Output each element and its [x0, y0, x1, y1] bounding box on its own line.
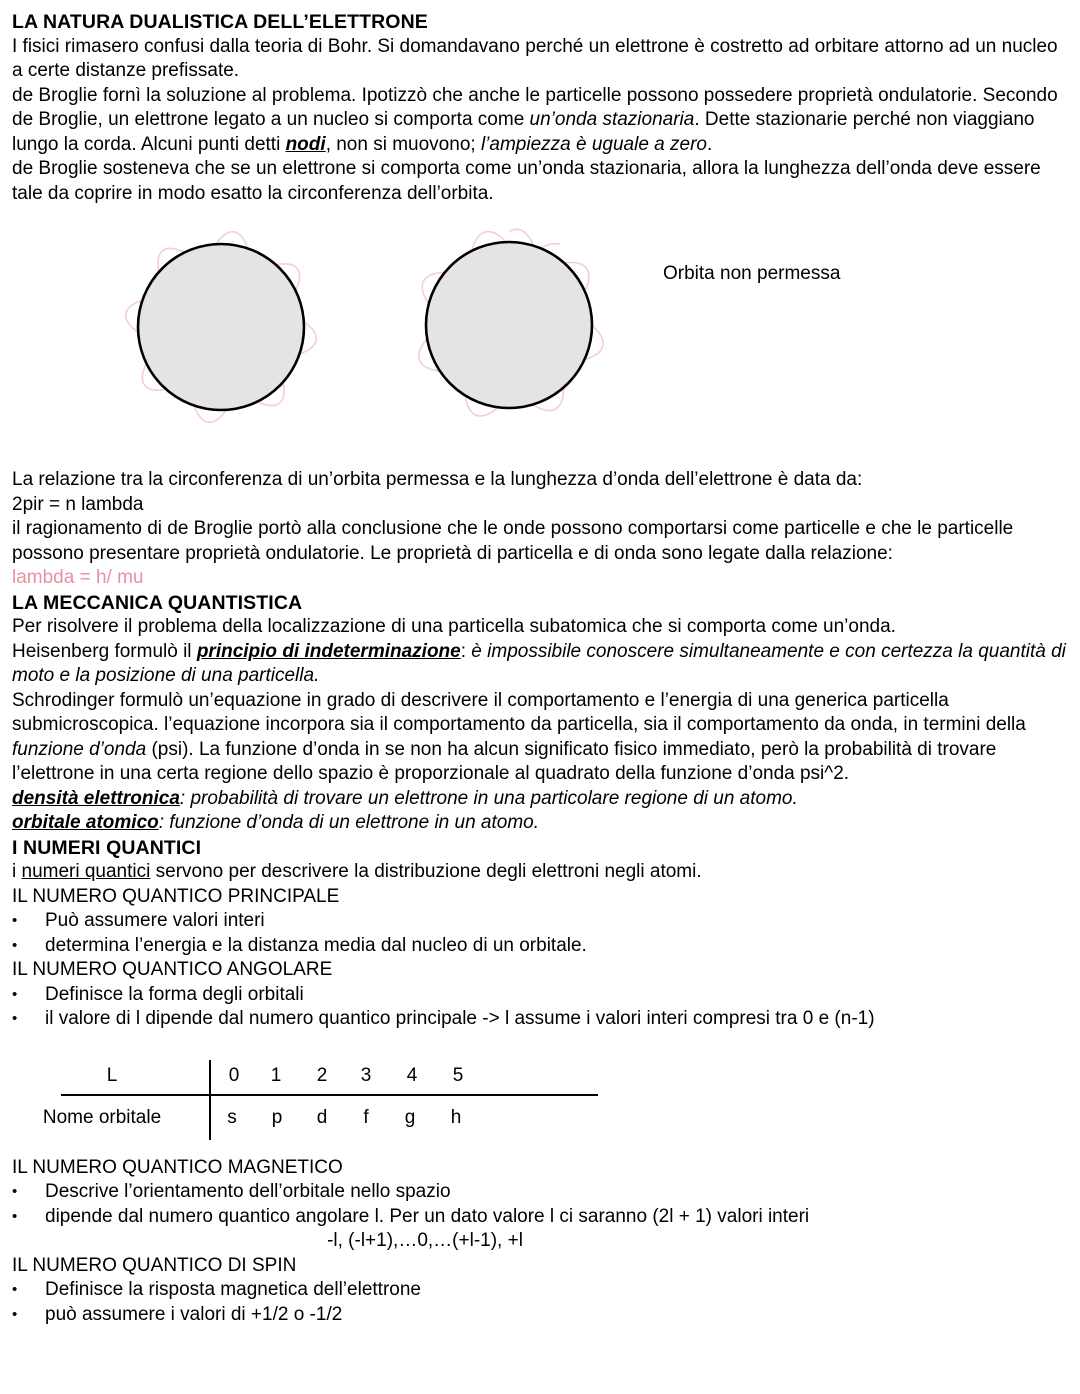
heading-numero-quantico-angolare: IL NUMERO QUANTICO ANGOLARE: [12, 959, 333, 980]
list-item-label: Può assumere valori interi: [45, 910, 265, 931]
underlined-numeri-quantici: numeri quantici: [21, 861, 151, 882]
list-item-label: dipende dal numero quantico angolare l. Per un dato valore l ci saranno (2l + 1) valori interi: [45, 1205, 810, 1227]
heading-numero-quantico-magnetico: IL NUMERO QUANTICO MAGNETICO: [12, 1156, 343, 1178]
heading-meccanica-quantistica: LA MECCANICA QUANTISTICA: [12, 591, 303, 614]
table-row-header-l: L: [106, 1064, 118, 1086]
body-densita-elettronica: : probabilità di trovare un elettrone in una particolare regione di un atomo.: [179, 787, 798, 809]
table-cell-orbital-f: f: [363, 1106, 369, 1128]
intro-p2-emph-onda-stazionaria: un’onda stazionaria: [529, 109, 695, 130]
heading-numeri-quantici: I NUMERI QUANTICI: [12, 836, 202, 859]
table-row: [12, 1098, 1068, 1138]
table-cell-orbital-p: p: [271, 1106, 283, 1128]
quantistica-paragraph-1: Per risolvere il problema della localizzazione di una particella subatomica che si comporta come un’onda.: [12, 616, 896, 637]
list-item: [12, 1007, 1068, 1032]
table-cell-orbital-s: s: [227, 1106, 237, 1128]
intro-p2-part-d: .: [706, 133, 713, 155]
definition-orbitale-atomico: [12, 811, 1068, 836]
table-cell-l-3: 3: [360, 1064, 372, 1086]
bullet-icon: •: [12, 1207, 18, 1225]
table-cell-orbital-d: d: [316, 1106, 328, 1128]
bullet-icon: •: [12, 1010, 18, 1027]
schrodinger-part-a: Schrodinger formulò un’equazione in grado di descrivere il comportamento e l’energia di una generica particella submicroscopica. l’equazione incorpora sia il comportamento da particella, sia il comportamento da onda, in termini della: [12, 689, 1026, 735]
list-item: [12, 934, 1068, 959]
table-cell-orbital-g: g: [404, 1106, 416, 1128]
table-row: [12, 1056, 1068, 1096]
table-cell-orbital-h: h: [450, 1106, 462, 1128]
heisenberg-lead-in: Heisenberg formulò il: [12, 640, 197, 662]
table-cell-l-5: 5: [452, 1064, 464, 1086]
schrodinger-part-b: (psi). La funzione d’onda in se non ha alcun significato fisico immediato, però la probabilità di trovare l’elettrone in una certa regione dello spazio è proporzionale al quadrato della funzione d’onda psi^2.: [12, 738, 997, 784]
emph-principio-indeterminazione: principio di indeterminazione: [196, 640, 461, 662]
bullet-icon: •: [12, 1183, 18, 1200]
table-cell-l-2: 2: [316, 1064, 328, 1086]
bullet-icon: •: [12, 1281, 18, 1298]
list-item: [12, 1303, 1068, 1328]
intro-p2-part-b: . Dette stazionarie perché non viaggiano lungo la corda. Alcuni punti detti: [12, 109, 1035, 155]
emph-funzione-donda: funzione d’onda: [12, 738, 147, 760]
figure-label-orbita-non-permessa: Orbita non permessa: [663, 263, 841, 284]
numeri-quantici-intro-pre: i: [12, 861, 22, 882]
bullet-icon: •: [12, 1305, 18, 1323]
permitted-orbit-group: [126, 232, 316, 422]
quantistica-paragraph-2: [12, 640, 1068, 689]
intro-p2-emph-ampiezza: l’ampiezza è uguale a zero: [480, 133, 707, 155]
list-item: [12, 1278, 1068, 1303]
intro-p2-emph-nodi: nodi: [285, 133, 326, 155]
intro-p2-part-a: de Broglie fornì la soluzione al problema. Ipotizzò che anche le particelle possono possedere proprietà ondulatorie. Secondo de Broglie, un elettrone legato a un nucleo si comporta come: [12, 84, 1058, 130]
table-cell-l-4: 4: [406, 1064, 418, 1086]
orbit-circle-non-permitted: [426, 242, 592, 408]
standing-wave-orbits-figure: [12, 220, 1068, 468]
body-orbitale-atomico: : funzione d’onda di un elettrone in un atomo.: [158, 812, 540, 833]
relation-formula-lambda: lambda = h/ mu: [12, 567, 144, 588]
intro-paragraph-1: I fisici rimasero confusi dalla teoria di Bohr. Si domandavano perché un elettrone è costretto ad orbitare attorno ad un nucleo a certe distanze prefissate.: [12, 35, 1058, 81]
relation-line-1: La relazione tra la circonferenza di un’orbita permessa e la lunghezza d’onda dell’elettrone è data da:: [12, 469, 863, 490]
bullet-icon: •: [12, 985, 18, 1003]
list-item-label: Definisce la forma degli orbitali: [45, 983, 304, 1005]
list-item: [12, 983, 1068, 1008]
table-cell-l-0: 0: [228, 1064, 240, 1086]
heading-numero-quantico-di-spin: IL NUMERO QUANTICO DI SPIN: [12, 1254, 297, 1276]
numeri-quantici-intro-post: servono per descrivere la distribuzione degli elettroni negli atomi.: [150, 861, 702, 882]
list-item-label: determina l’energia e la distanza media dal nucleo di un orbitale.: [45, 934, 587, 956]
bullet-icon: •: [12, 936, 18, 954]
list-item-label: il valore di l dipende dal numero quantico principale -> l assume i valori interi compresi tra 0 e (n-1): [45, 1008, 875, 1029]
list-item-label: può assumere i valori di +1/2 o -1/2: [45, 1303, 343, 1325]
orbital-name-table: [12, 1054, 1068, 1140]
page-title: LA NATURA DUALISTICA DELL’ELETTRONE: [12, 11, 428, 33]
intro-paragraph-3: de Broglie sosteneva che se un elettrone si comporta come un’onda stazionaria, allora la lunghezza dell’onda deve essere tale da coprire in modo esatto la circonferenza dell’orbita.: [12, 158, 1041, 204]
definition-densita-elettronica: [12, 787, 1068, 812]
numeri-quantici-intro: [12, 860, 1068, 885]
list-item: [12, 1180, 1068, 1205]
intro-paragraph-2: [12, 84, 1068, 158]
list-item: [12, 1205, 1068, 1230]
relation-formula-2pir: 2pir = n lambda: [12, 493, 144, 515]
quantistica-paragraph-3: [12, 689, 1068, 787]
heading-numero-quantico-principale: IL NUMERO QUANTICO PRINCIPALE: [12, 885, 340, 907]
heisenberg-colon: :: [460, 640, 472, 662]
list-item-label: Definisce la risposta magnetica dell’elettrone: [45, 1279, 421, 1300]
magnetic-quantum-number-formula: -l, (-l+1),…0,…(+l-1), +l: [327, 1230, 523, 1251]
term-densita-elettronica: densità elettronica: [12, 787, 180, 809]
relation-line-3: il ragionamento di de Broglie portò alla conclusione che le onde possono comportarsi come particelle e che le particelle possono presentare proprietà ondulatorie. Le proprietà di particella e di onda sono legate dalla relazione:: [12, 518, 1014, 564]
non-permitted-orbit-group: [419, 229, 603, 416]
table-row-header-nome-orbitale: Nome orbitale: [42, 1106, 162, 1128]
heisenberg-definition: è impossibile conoscere simultaneamente e con certezza la quantità di moto e la posizione di una particella.: [12, 640, 1066, 686]
term-orbitale-atomico: orbitale atomico: [12, 812, 159, 833]
orbit-circle-permitted: [138, 244, 304, 410]
list-item-label: Descrive l’orientamento dell’orbitale nello spazio: [45, 1181, 451, 1202]
intro-p2-part-c: , non si muovono;: [325, 133, 481, 155]
bullet-icon: •: [12, 912, 18, 929]
list-item: [12, 909, 1068, 934]
table-cell-l-1: 1: [270, 1064, 282, 1086]
orbit-diagram-svg: [12, 220, 912, 460]
